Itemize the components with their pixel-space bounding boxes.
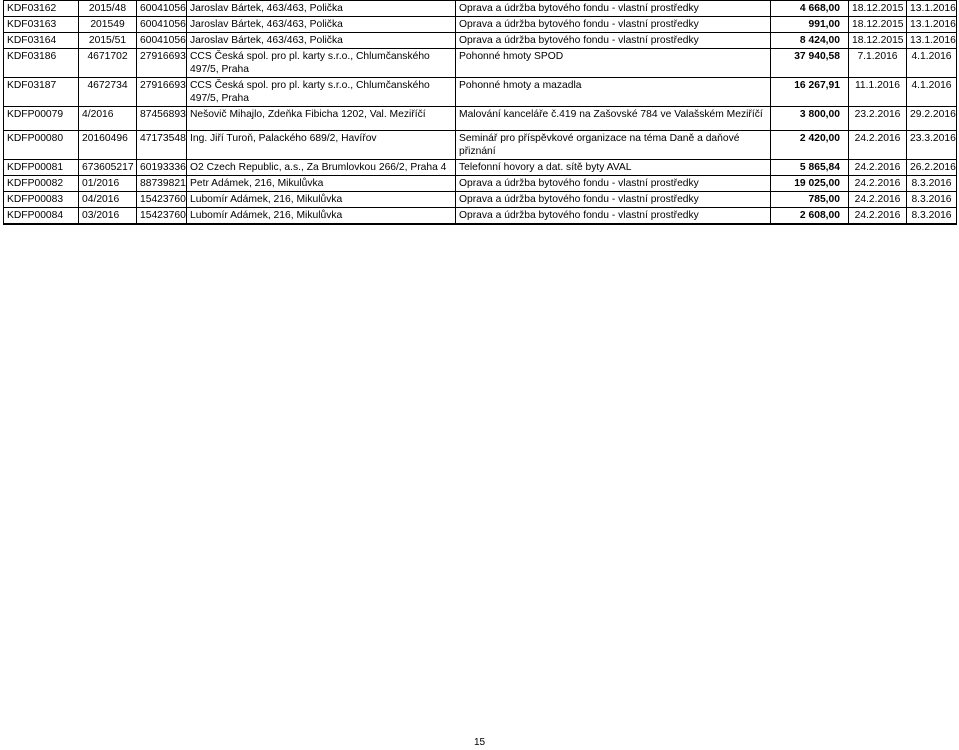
amount: 37 940,58	[771, 49, 849, 78]
supplier-ico: 60193336	[137, 160, 187, 176]
subject: Oprava a údržba bytového fondu - vlastní prostředky	[456, 176, 771, 192]
supplier: Lubomír Adámek, 216, Mikulůvka	[187, 192, 456, 208]
supplier: Petr Adámek, 216, Mikulůvka	[187, 176, 456, 192]
amount: 785,00	[771, 192, 849, 208]
date-due: 13.1.2016	[907, 33, 957, 49]
date-due: 13.1.2016	[907, 1, 957, 17]
table-row	[4, 176, 957, 192]
amount: 2 420,00	[771, 131, 849, 160]
supplier: CCS Česká spol. pro pl. karty s.r.o., Chlumčanského 497/5, Praha	[187, 49, 456, 78]
table-row	[4, 78, 957, 107]
supplier: Jaroslav Bártek, 463/463, Polička	[187, 33, 456, 49]
supplier-ico: 27916693	[137, 49, 187, 78]
supplier-ico: 60041056	[137, 33, 187, 49]
amount: 8 424,00	[771, 33, 849, 49]
date-issued: 24.2.2016	[849, 131, 907, 160]
invoice-id: KDFP00083	[4, 192, 79, 208]
supplier: CCS Česká spol. pro pl. karty s.r.o., Chlumčanského 497/5, Praha	[187, 78, 456, 107]
date-issued: 11.1.2016	[849, 78, 907, 107]
table-row	[4, 192, 957, 208]
supplier-ico: 27916693	[137, 78, 187, 107]
date-issued: 24.2.2016	[849, 192, 907, 208]
invoice-id: KDF03187	[4, 78, 79, 107]
subject: Oprava a údržba bytového fondu - vlastní prostředky	[456, 208, 771, 225]
invoice-ref: 20160496	[79, 131, 137, 160]
invoice-ref: 2015/51	[79, 33, 137, 49]
invoice-ref: 2015/48	[79, 1, 137, 17]
date-due: 29.2.2016	[907, 107, 957, 131]
invoice-ref: 4672734	[79, 78, 137, 107]
subject: Pohonné hmoty a mazadla	[456, 78, 771, 107]
amount: 5 865,84	[771, 160, 849, 176]
table-row	[4, 33, 957, 49]
date-due: 23.3.2016	[907, 131, 957, 160]
supplier-ico: 87456893	[137, 107, 187, 131]
date-issued: 7.1.2016	[849, 49, 907, 78]
supplier: Jaroslav Bártek, 463/463, Polička	[187, 17, 456, 33]
date-issued: 24.2.2016	[849, 176, 907, 192]
date-due: 4.1.2016	[907, 78, 957, 107]
date-issued: 24.2.2016	[849, 160, 907, 176]
subject: Seminář pro příspěvkové organizace na téma Daně a daňové přiznání	[456, 131, 771, 160]
amount: 991,00	[771, 17, 849, 33]
supplier-ico: 60041056	[137, 1, 187, 17]
date-due: 8.3.2016	[907, 176, 957, 192]
invoice-ref: 4671702	[79, 49, 137, 78]
date-issued: 18.12.2015	[849, 1, 907, 17]
supplier-ico: 47173548	[137, 131, 187, 160]
date-due: 13.1.2016	[907, 17, 957, 33]
supplier-ico: 88739821	[137, 176, 187, 192]
table-row	[4, 17, 957, 33]
invoice-id: KDFP00081	[4, 160, 79, 176]
table-row	[4, 49, 957, 78]
page-number: 15	[473, 737, 486, 748]
table-row	[4, 1, 957, 17]
subject: Oprava a údržba bytového fondu - vlastní prostředky	[456, 17, 771, 33]
invoice-ref: 03/2016	[79, 208, 137, 225]
subject: Telefonní hovory a dat. sítě byty AVAL	[456, 160, 771, 176]
supplier: O2 Czech Republic, a.s., Za Brumlovkou 266/2, Praha 4	[187, 160, 456, 176]
date-issued: 24.2.2016	[849, 208, 907, 225]
invoice-id: KDFP00082	[4, 176, 79, 192]
supplier-ico: 15423760	[137, 192, 187, 208]
invoice-id: KDF03163	[4, 17, 79, 33]
amount: 19 025,00	[771, 176, 849, 192]
supplier: Ing. Jiří Turoň, Palackého 689/2, Havířov	[187, 131, 456, 160]
invoice-id: KDF03186	[4, 49, 79, 78]
date-issued: 18.12.2015	[849, 17, 907, 33]
date-due: 8.3.2016	[907, 192, 957, 208]
invoice-id: KDF03162	[4, 1, 79, 17]
invoice-ref: 673605217	[79, 160, 137, 176]
supplier: Jaroslav Bártek, 463/463, Polička	[187, 1, 456, 17]
invoice-id: KDFP00080	[4, 131, 79, 160]
subject: Oprava a údržba bytového fondu - vlastní prostředky	[456, 192, 771, 208]
amount: 16 267,91	[771, 78, 849, 107]
table-row	[4, 107, 957, 131]
supplier: Nešovič Mihajlo, Zdeňka Fibicha 1202, Val. Meziříčí	[187, 107, 456, 131]
invoice-ref: 4/2016	[79, 107, 137, 131]
invoice-id: KDFP00079	[4, 107, 79, 131]
date-issued: 18.12.2015	[849, 33, 907, 49]
amount: 4 668,00	[771, 1, 849, 17]
invoice-id: KDF03164	[4, 33, 79, 49]
subject: Oprava a údržba bytového fondu - vlastní prostředky	[456, 33, 771, 49]
date-due: 26.2.2016	[907, 160, 957, 176]
date-due: 8.3.2016	[907, 208, 957, 225]
date-due: 4.1.2016	[907, 49, 957, 78]
amount: 2 608,00	[771, 208, 849, 225]
invoice-table	[3, 0, 957, 225]
supplier: Lubomír Adámek, 216, Mikulůvka	[187, 208, 456, 225]
supplier-ico: 60041056	[137, 17, 187, 33]
date-issued: 23.2.2016	[849, 107, 907, 131]
table-row	[4, 208, 957, 225]
subject: Oprava a údržba bytového fondu - vlastní prostředky	[456, 1, 771, 17]
invoice-ref: 04/2016	[79, 192, 137, 208]
table-row	[4, 160, 957, 176]
invoice-ref: 01/2016	[79, 176, 137, 192]
invoice-ref: 201549	[79, 17, 137, 33]
subject: Malování kanceláře č.419 na Zašovské 784 ve Valašském Meziříčí	[456, 107, 771, 131]
invoice-id: KDFP00084	[4, 208, 79, 225]
amount: 3 800,00	[771, 107, 849, 131]
supplier-ico: 15423760	[137, 208, 187, 225]
subject: Pohonné hmoty SPOD	[456, 49, 771, 78]
table-row	[4, 131, 957, 160]
